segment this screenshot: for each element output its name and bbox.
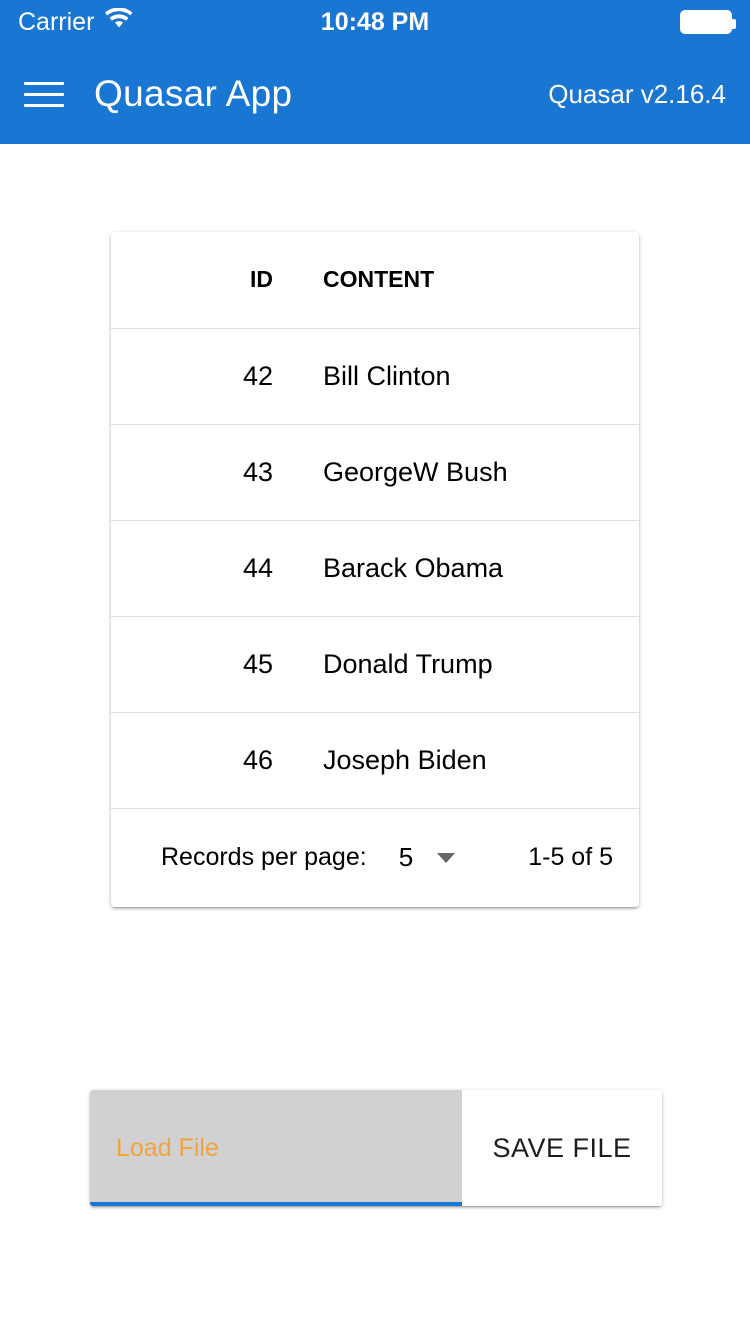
table-body [111,328,639,808]
records-table-card [111,232,639,907]
column-header-id[interactable]: ID [111,232,323,328]
battery-full-icon [680,10,732,34]
page-title: Quasar App [94,73,293,114]
cell-content: GeorgeW Bush [323,424,639,520]
records-per-page-value: 5 [398,842,414,872]
cell-content: Joseph Biden [323,712,639,808]
cell-id: 43 [111,424,323,520]
status-bar-time: 10:48 PM [320,7,430,36]
records-per-page-label: Records per page: [161,843,367,871]
column-header-content[interactable]: CONTENT [323,232,639,328]
cell-id: 42 [111,328,323,424]
load-file-label: Load File [116,1133,219,1162]
page-content [0,144,750,1334]
table-row[interactable] [111,712,639,808]
status-bar-left [18,8,134,37]
app-version-label: Quasar v2.16.4 [548,78,726,109]
file-action-bar [90,1090,662,1206]
table-head [111,232,639,328]
records-per-page-select[interactable] [399,842,455,873]
save-file-label: SAVE FILE [492,1132,632,1163]
status-bar-right [680,10,732,34]
table-row[interactable] [111,616,639,712]
hamburger-menu-icon[interactable] [24,71,70,117]
table-pagination [111,809,639,907]
table-row[interactable] [111,424,639,520]
cell-id: 45 [111,616,323,712]
cell-id: 46 [111,712,323,808]
table-row[interactable] [111,520,639,616]
cell-content: Bill Clinton [323,328,639,424]
cell-content: Donald Trump [323,616,639,712]
wifi-icon [104,8,134,37]
status-bar [0,0,750,44]
chevron-down-icon [437,853,455,863]
cell-id: 44 [111,520,323,616]
carrier-label: Carrier [18,7,95,36]
records-table [111,232,639,809]
table-header-row [111,232,639,328]
cell-content: Barack Obama [323,520,639,616]
load-file-button[interactable] [90,1090,462,1206]
pagination-range-label: 1-5 of 5 [528,843,613,871]
app-header [0,44,750,144]
save-file-button[interactable] [462,1090,662,1206]
table-row[interactable] [111,328,639,424]
